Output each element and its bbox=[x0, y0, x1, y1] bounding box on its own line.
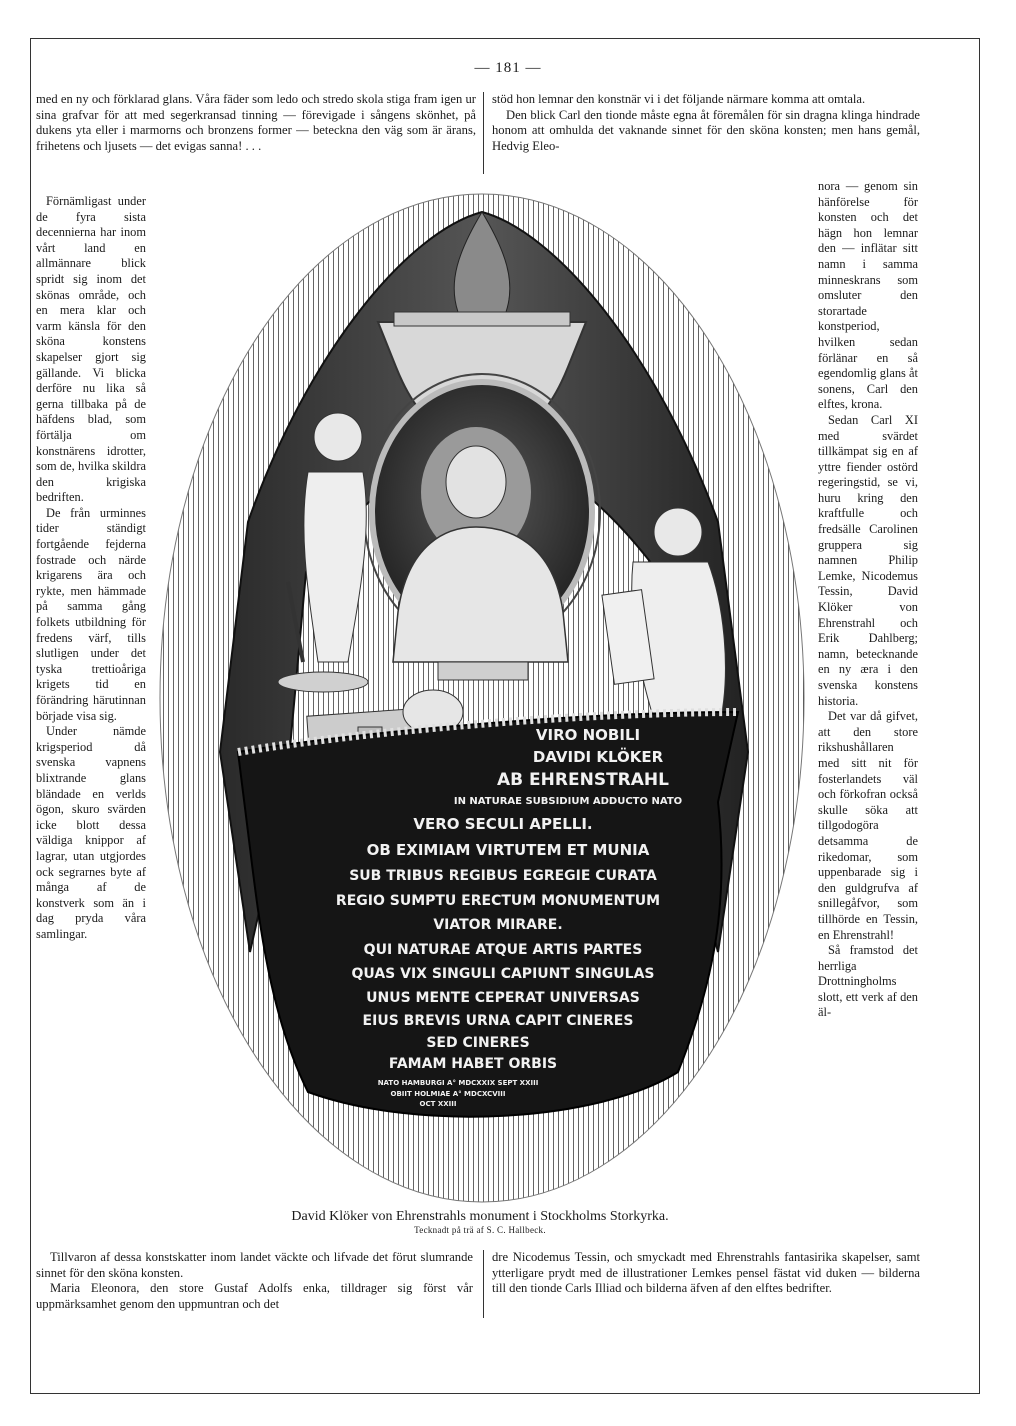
inscription-line: FAMAM HABET ORBIS bbox=[388, 1056, 558, 1072]
inscription-line: QUAS VIX SINGULI CAPIUNT SINGULAS bbox=[351, 966, 655, 982]
inscription-line: DAVIDI KLÖKER bbox=[532, 748, 664, 766]
monument-engraving bbox=[158, 192, 806, 1204]
top-right-column bbox=[492, 92, 920, 155]
inscription-line: OBIIT HOLMIAE A° MDCXCVIII bbox=[390, 1090, 506, 1098]
inscription-line: VIRO NOBILI bbox=[535, 726, 641, 744]
inscription-line: NATO HAMBURGI A° MDCXXIX SEPT XXIII bbox=[377, 1079, 539, 1087]
right-narrow-paragraph-2: Sedan Carl XI med svärdet tillkämpat sig en af yttre fiender ostörd regeringstid, se vi, huru kring den kraftfulle och fredsälle Carolinen gruppera sig namnen Philip Lemke, Nicodemus Tessin, David Klöker von Ehrenstrahl och Erik Dahlberg; namn, betecknande en ny æra i den svenska konstens historia. bbox=[818, 412, 918, 708]
inscription-line: SED CINERES bbox=[426, 1035, 530, 1051]
inscription-line: REGIO SUMPTU ERECTUM MONUMENTUM bbox=[335, 893, 661, 909]
left-narrow-paragraph-2: De från urminnes tider ständigt fortgående fejderna fostrade och närde krigarens ära och rykte, men hämmade på samma gång folkets utbildning för fredens värf, tills slutligen under det tyska trettioåriga krigets tid en förändring härutinnan började visa sig. bbox=[36, 505, 146, 723]
inscription-line: SUB TRIBUS REGIBUS EGREGIE CURATA bbox=[349, 868, 657, 884]
left-narrow-paragraph-3: Under nämde krigsperiod då svenska vapnens blixtrande glans bländade en verlds ögon, skuro svärden icke blott dessa väldiga knippor af lagrar, utan utgjordes ock segrarnes byte af många af de konstverk som än i dag pryda våra samlingar. bbox=[36, 724, 146, 941]
left-narrow-column bbox=[36, 194, 146, 943]
bottom-right-paragraph: dre Nicodemus Tessin, och smyckadt med Ehrenstrahls fantasirika skapelser, samt ytterligare prydt med de illustrationer Lemkes pensel fästat vid duken — bilderna till den tionde Carls Illiad och bilderna äfven af den elftes bedrifter. bbox=[492, 1250, 920, 1296]
illustration-credit: Tecknadt på trä af S. C. Hallbeck. bbox=[414, 1225, 546, 1235]
inscription-line: VERO SECULI APELLI. bbox=[413, 815, 593, 833]
left-narrow-paragraph-1: Förnämligast under de fyra sista decennierna har inom vårt land en allmännare blick spridt sig inom det skönas område, och en mera klar och varm känsla för den sköna konstens skapelser gjort sig gällande. Vi blicka derföre nu lika så gerna tillbaka på de häfdens blad, som förtälja om konstnärens idrotter, som de, hvilka skildra den krigiska bedriften. bbox=[36, 194, 146, 505]
inscription-line: OCT XXIII bbox=[419, 1100, 457, 1108]
inscription-line: VIATOR MIRARE. bbox=[433, 917, 563, 933]
right-narrow-paragraph-4: Så framstod det herrliga Drottningholms slott, ett verk af den äl- bbox=[818, 943, 918, 1020]
page-number: — 181 — bbox=[474, 60, 542, 76]
inscription-line: UNUS MENTE CEPERAT UNIVERSAS bbox=[366, 990, 640, 1006]
top-left-paragraph: med en ny och förklarad glans. Våra fäder som ledo och stredo skola stiga fram igen ur sina grafvar för att med segerkransad tinning — förevigade i sångens skönhet, på dukens yta eller i marmorns och bronzens former — beteckna den väg som är ärans, frihetens och ljusets — det evigas sanna! . . . bbox=[36, 92, 476, 154]
inscription-line: QUI NATURAE ATQUE ARTIS PARTES bbox=[363, 942, 643, 958]
right-narrow-paragraph-3: Det var då gifvet, att den store rikshushållaren med sitt nit för fosterlandets väl och förkofran också skulle söka att tillgodogöra detsamma de rikedomar, som uppenbarade sig i den guldgrufva af snillegåfvor, som tillhörde en Tessin, en Ehrenstrahl! bbox=[818, 709, 918, 942]
right-narrow-column bbox=[818, 179, 918, 1021]
right-narrow-paragraph-1: nora — genom sin hänförelse för konsten och det hägn hon lemnar den — inflätar sitt namn i samma minneskrans som omsluter den storartade konstperiod, hvilken sedan förlänar en så egendomlig glans åt sonens, Carl den elftes, krona. bbox=[818, 179, 918, 412]
top-right-paragraph-1: stöd hon lemnar den konstnär vi i det följande närmare komma att omtala. bbox=[492, 92, 866, 106]
bottom-left-paragraph-2: Maria Eleonora, den store Gustaf Adolfs enka, tilldrager sig först vår uppmärksamhet genom den uppmuntran och det bbox=[36, 1281, 473, 1312]
bottom-left-column bbox=[36, 1250, 473, 1313]
bottom-left-paragraph-1: Tillvaron af dessa konstskatter inom landet väckte och lifvade det förut slumrande sinnet för den sköna konsten. bbox=[36, 1250, 473, 1280]
top-right-paragraph-2: Den blick Carl den tionde måste egna åt föremålen för sin dragna klinga hindrade honom att omhulda det vaknande sinnet för den sköna konsten; men hans gemål, Hedvig Eleo- bbox=[492, 107, 920, 154]
inscription-line: OB EXIMIAM VIRTUTEM ET MUNIA bbox=[366, 841, 650, 859]
inscription-line: IN NATURAE SUBSIDIUM ADDUCTO NATO bbox=[453, 796, 683, 807]
inscription-line: EIUS BREVIS URNA CAPIT CINERES bbox=[362, 1013, 634, 1029]
bottom-right-column bbox=[492, 1250, 920, 1297]
illustration-caption: David Klöker von Ehrenstrahls monument i Stockholms Storkyrka. bbox=[291, 1209, 669, 1224]
top-left-column bbox=[36, 92, 476, 155]
column-rule-bottom bbox=[483, 1250, 484, 1318]
inscription-line: AB EHRENSTRAHL bbox=[497, 770, 669, 790]
column-rule-top bbox=[483, 92, 484, 174]
